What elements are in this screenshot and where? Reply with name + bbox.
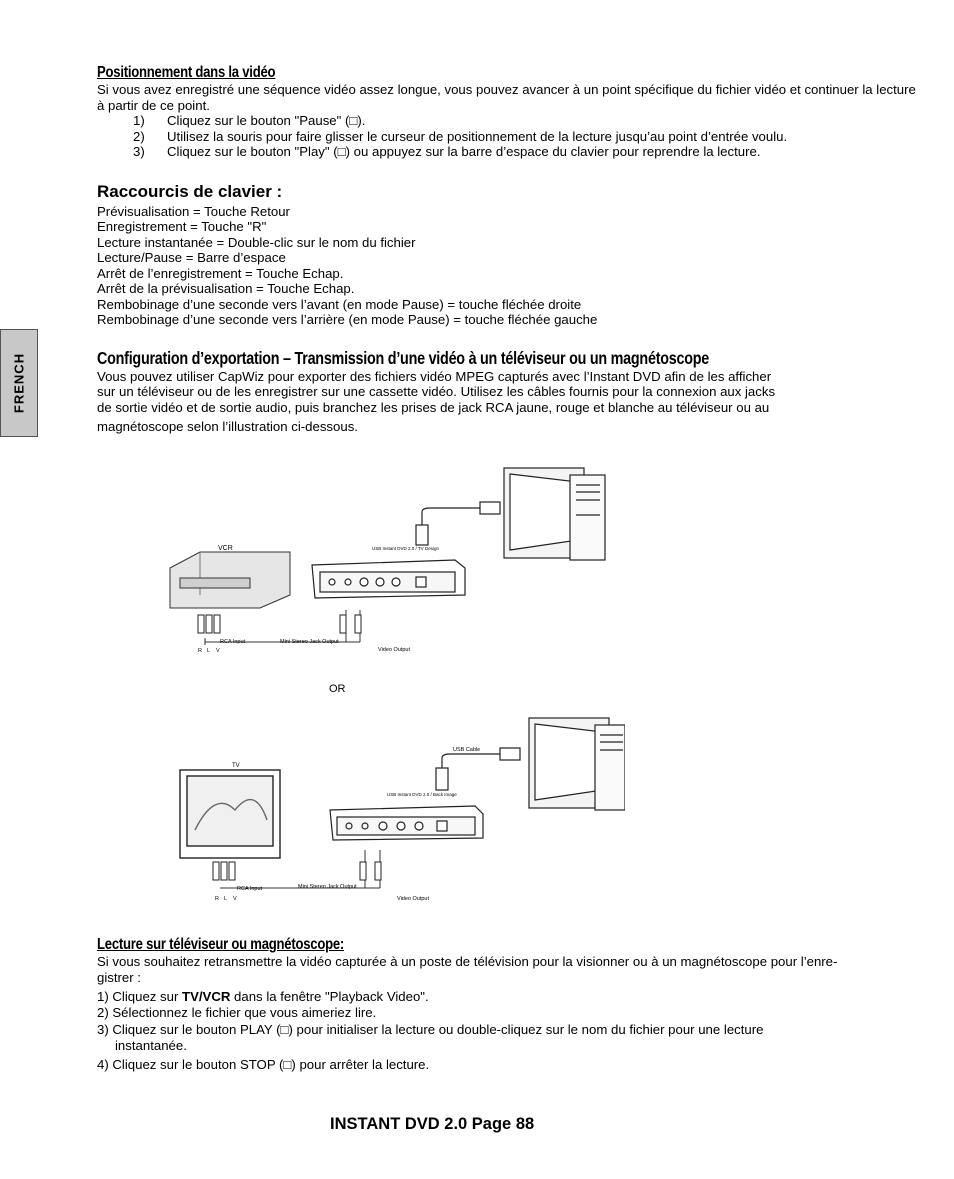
- intro-line: gistrer :: [97, 969, 141, 985]
- language-side-tab: [0, 329, 38, 437]
- shortcut-line: Lecture instantanée = Double-clic sur le nom du fichier: [97, 234, 416, 250]
- rca-plugs: [198, 615, 361, 633]
- shortcut-line: Arrêt de l’enregistrement = Touche Echap.: [97, 265, 344, 281]
- instant-dvd-device: [330, 806, 483, 840]
- step-line: 2) Sélectionnez le fichier que vous aimeriez lire.: [97, 1004, 377, 1020]
- tv-vcr-term: TV/VCR: [182, 989, 231, 1004]
- step-text: dans la fenêtre "Playback Video".: [230, 989, 429, 1004]
- rlv-l: L: [207, 648, 211, 654]
- section-title-configuration: Configuration d’exportation – Transmission d’une vidéo à un téléviseur ou un magnétoscope: [97, 347, 709, 368]
- video-output-label: Video Output: [378, 647, 411, 653]
- vcr-illustration: [170, 552, 290, 608]
- shortcut-line: Arrêt de la prévisualisation = Touche Echap.: [97, 281, 355, 296]
- step-number: 2): [133, 128, 145, 144]
- shortcut-line: Prévisualisation = Touche Retour: [97, 203, 290, 219]
- page-footer: INSTANT DVD 2.0 Page 88: [330, 1115, 535, 1133]
- section-intro: Si vous avez enregistré une séquence vidéo assez longue, vous pouvez avancer à un point spécifique du fichier vidéo et continuer la lecture à partir de ce point.: [97, 82, 916, 113]
- step-text: 1) Cliquez sur: [97, 989, 183, 1004]
- step-number: 1): [133, 113, 145, 128]
- shortcut-line: Enregistrement = Touche "R": [97, 219, 267, 234]
- tv-label: TV: [232, 763, 240, 769]
- section-title-positionnement: Positionnement dans la vidéo: [97, 64, 276, 81]
- steps-list: [97, 113, 917, 160]
- rca-input-label: RCA Input: [237, 886, 263, 892]
- side-tab-label: FRENCH: [11, 352, 27, 414]
- rlv-r: R: [215, 896, 219, 902]
- step-line: instantanée.: [115, 1037, 187, 1053]
- device-label: USB Instant DVD 2.0 / TV Design: [372, 546, 439, 551]
- intro-line: Si vous souhaitez retransmettre la vidéo capturée à un poste de télévision pour la visionner ou à un magnétoscope pour l’enre-: [97, 954, 838, 969]
- jack-output-label: Mini Stereo Jack Output: [280, 639, 339, 645]
- instant-dvd-device: [312, 560, 465, 598]
- step-line: 3) Cliquez sur le bouton PLAY (□) pour initialiser la lecture ou double-cliquez sur le nom du fichier pour une lecture: [97, 1022, 764, 1037]
- computer-illustration: [529, 718, 625, 810]
- section-raccourcis: [97, 182, 917, 328]
- section-configuration: [97, 348, 917, 435]
- rlv-r: R: [198, 648, 202, 654]
- shortcut-line: Lecture/Pause = Barre d’espace: [97, 250, 286, 265]
- tv-connection-diagram: [175, 710, 625, 910]
- usb-cable-label: USB Cable: [453, 747, 481, 753]
- list-item: [97, 129, 917, 145]
- rca-plugs: [213, 862, 381, 880]
- section-title-raccourcis: Raccourcis de clavier :: [97, 181, 283, 201]
- section-lecture: [97, 936, 917, 1073]
- shortcut-line: Rembobinage d’une seconde vers l’arrière (en mode Pause) = touche fléchée gauche: [97, 312, 598, 327]
- computer-illustration: [504, 468, 605, 560]
- step-line: 4) Cliquez sur le bouton STOP (□) pour arrêter la lecture.: [97, 1057, 430, 1072]
- or-label: OR: [329, 683, 346, 695]
- para-line: magnétoscope selon l’illustration ci-dessous.: [97, 419, 358, 434]
- page-content: [97, 64, 917, 435]
- step-text: Utilisez la souris pour faire glisser le curseur de positionnement de la lecture jusqu’au point d’entrée voulu.: [167, 128, 788, 144]
- para-line: de sortie vidéo et de sortie audio, puis branchez les prises de jack RCA jaune, rouge et blanche au téléviseur ou au: [97, 399, 770, 415]
- section-positionnement: [97, 64, 917, 160]
- step-text: Cliquez sur le bouton "Play" (□) ou appuyez sur la barre d’espace du clavier pour reprendre la lecture.: [167, 144, 761, 159]
- video-output-label: Video Output: [397, 896, 430, 902]
- rlv-l: L: [224, 896, 228, 902]
- vcr-label: VCR: [218, 545, 233, 552]
- step-number: 3): [133, 144, 145, 159]
- para-line: Vous pouvez utiliser CapWiz pour exporter des fichiers vidéo MPEG capturés avec l’Instant DVD afin de les afficher: [97, 368, 772, 384]
- step-line: [97, 989, 917, 1005]
- list-item: [97, 113, 917, 129]
- shortcut-line: Rembobinage d’une seconde vers l’avant (en mode Pause) = touche fléchée droite: [97, 296, 582, 312]
- section-title-lecture: Lecture sur téléviseur ou magnétoscope:: [97, 936, 345, 953]
- rlv-v: V: [233, 896, 237, 902]
- usb-cable-illustration: [436, 748, 520, 790]
- usb-cable-illustration: [416, 502, 500, 545]
- rlv-v: V: [216, 648, 220, 654]
- step-text: Cliquez sur le bouton "Pause" (□).: [167, 113, 366, 128]
- device-label: USB Instant DVD 2.0 / Back Image: [387, 792, 457, 797]
- rca-input-label: RCA Input: [220, 639, 246, 645]
- jack-output-label: Mini Stereo Jack Output: [298, 884, 357, 890]
- list-item: [97, 144, 917, 160]
- para-line: sur un téléviseur ou de les enregistrer sur une cassette vidéo. Utilisez les câbles fournis pour la connexion aux jacks: [97, 384, 776, 399]
- vcr-connection-diagram: [160, 460, 610, 660]
- tv-illustration: [180, 770, 280, 858]
